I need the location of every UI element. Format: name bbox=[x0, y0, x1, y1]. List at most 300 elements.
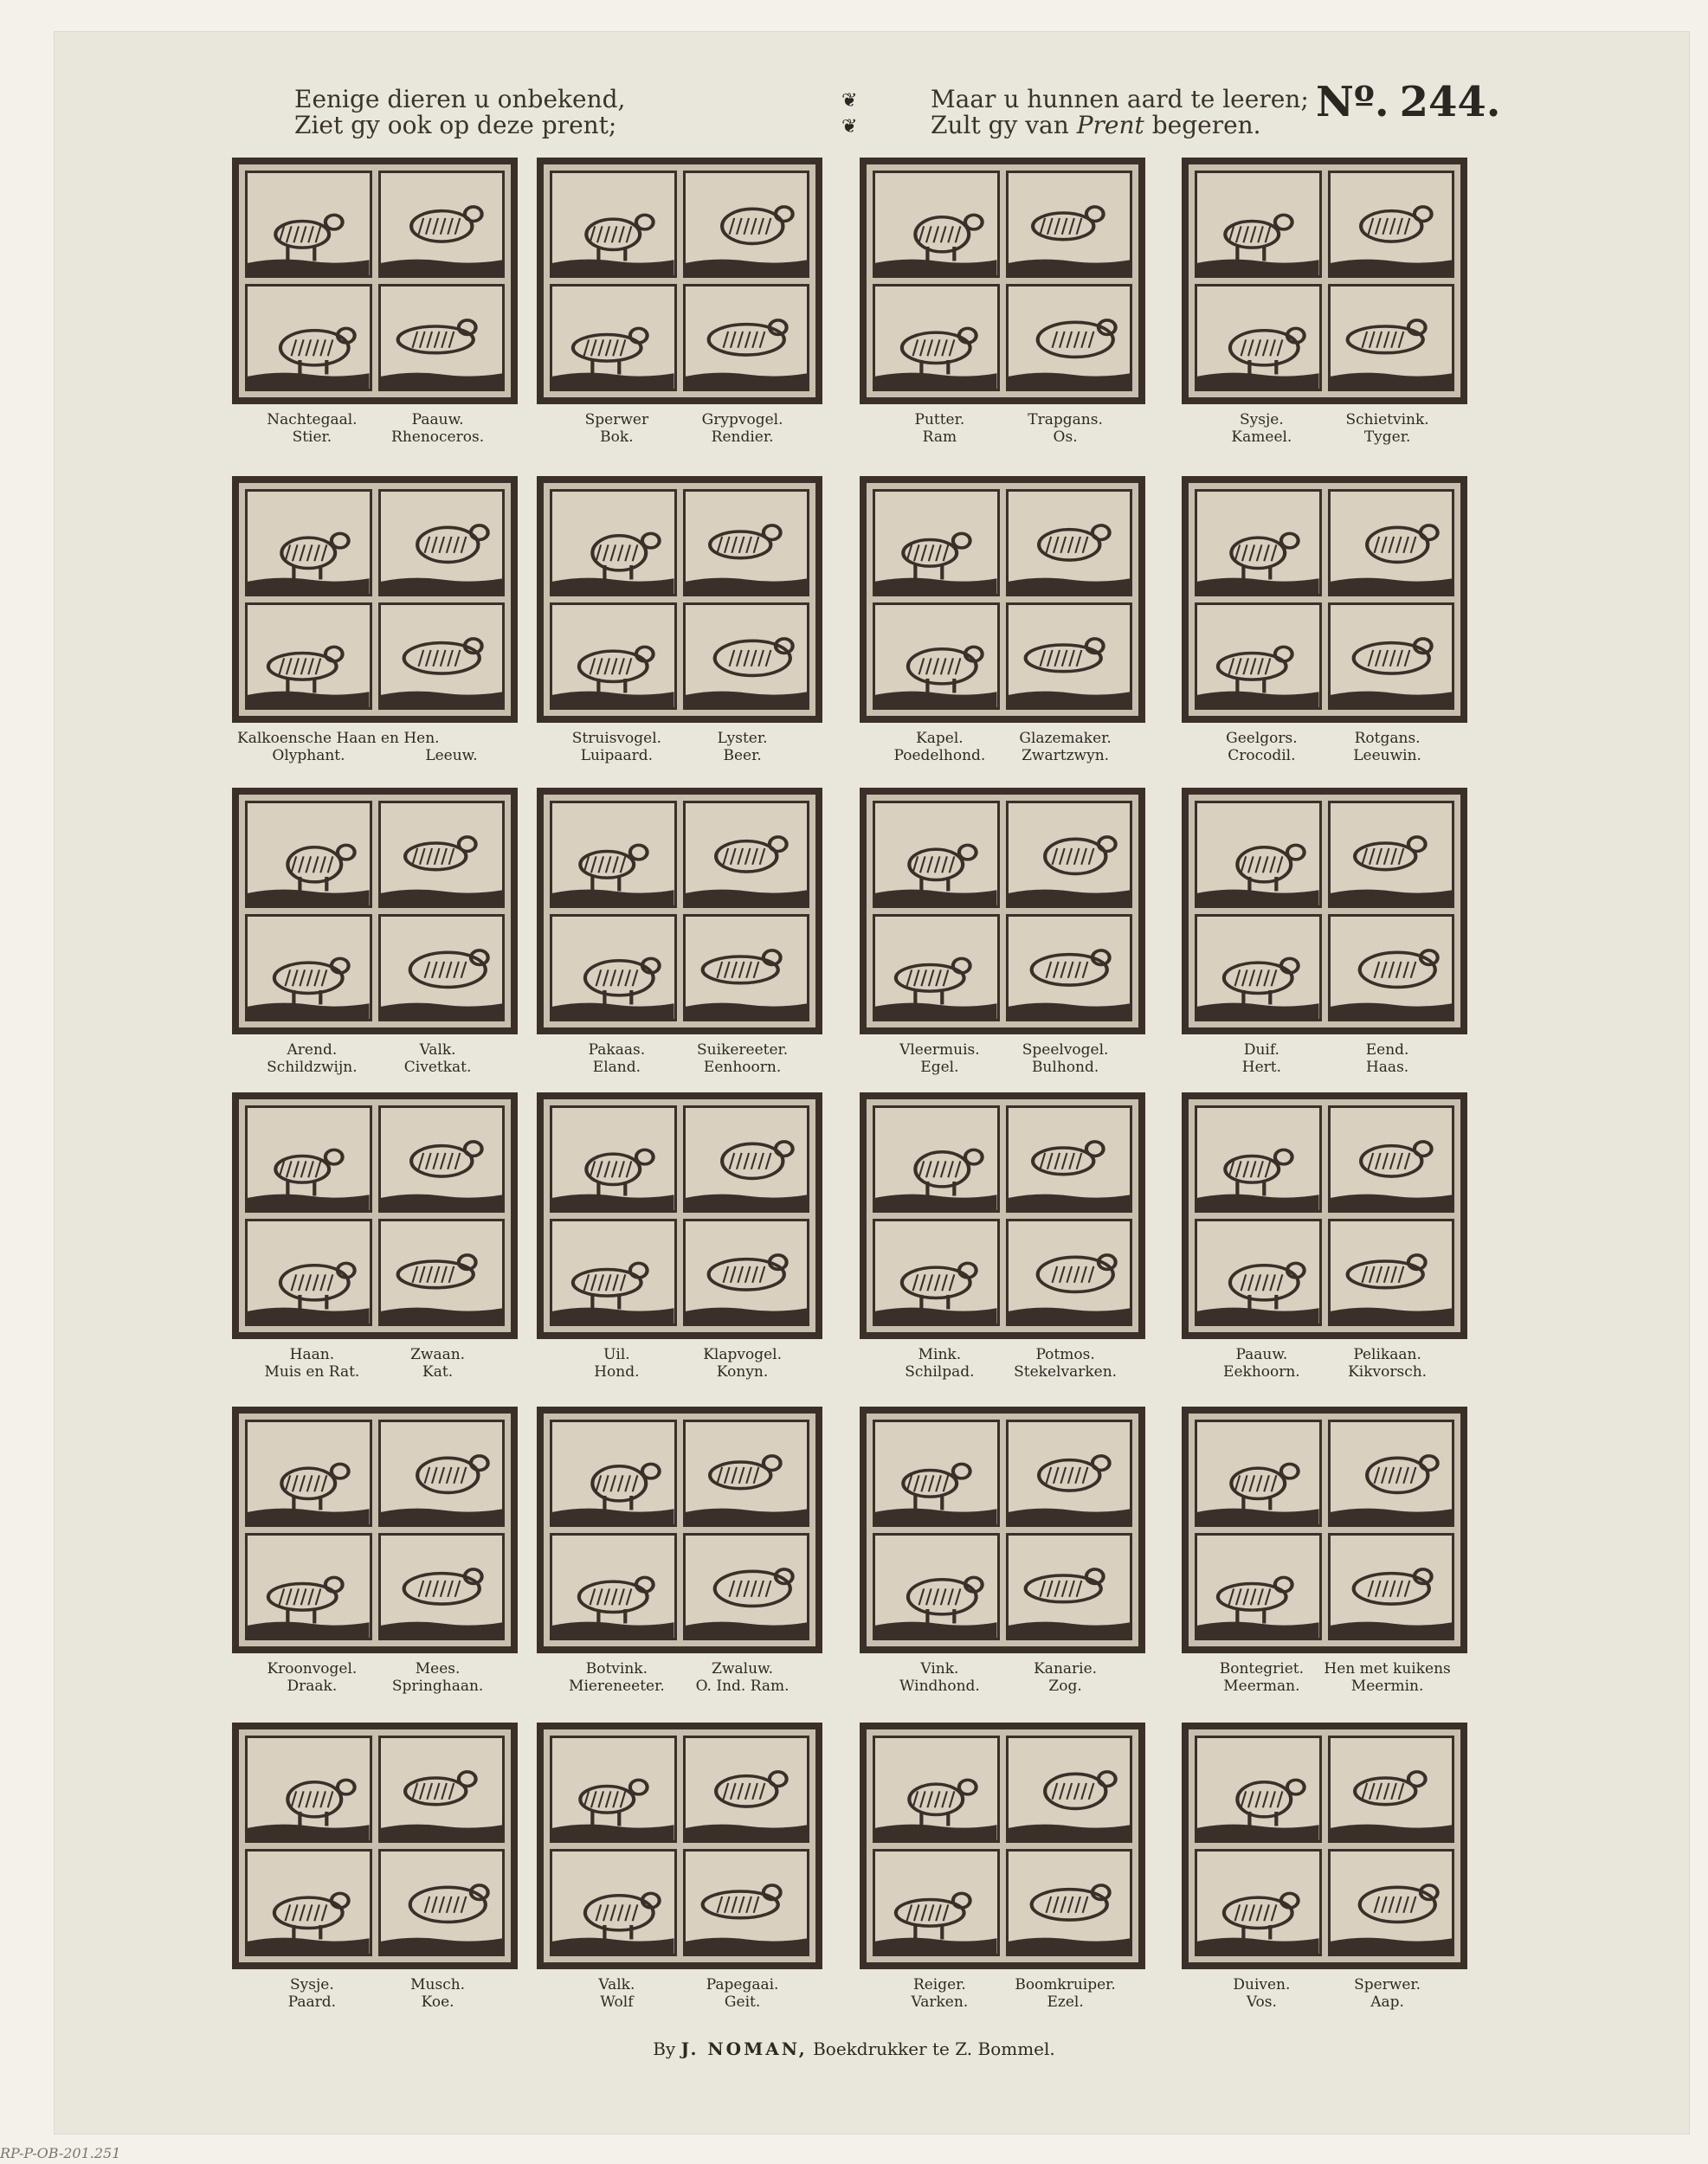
caption-top: Uil. bbox=[603, 1346, 630, 1363]
caption-bottom-row bbox=[232, 747, 518, 764]
caption bbox=[1318, 730, 1457, 764]
caption-bottom: O. Ind. Ram. bbox=[695, 1678, 790, 1695]
caption-top: Pelikaan. bbox=[1353, 1346, 1421, 1363]
woodcut-animal-icon bbox=[1197, 1221, 1319, 1324]
woodcut-animal-icon bbox=[686, 287, 808, 389]
woodcut-image bbox=[1195, 1420, 1322, 1527]
woodcut-block bbox=[1182, 158, 1467, 404]
woodcut-animal-icon bbox=[875, 1738, 997, 1840]
woodcut-image bbox=[683, 801, 810, 908]
caption-top: Sysje. bbox=[1240, 411, 1284, 428]
woodcut-animal-icon bbox=[1331, 287, 1453, 389]
caption-top: Putter. bbox=[914, 411, 965, 428]
caption-bottom: Civetkat. bbox=[403, 1059, 472, 1076]
woodcut-animal-icon bbox=[875, 492, 997, 594]
woodcut-image bbox=[683, 171, 810, 278]
woodcut-animal-icon bbox=[686, 1108, 808, 1210]
caption-bottom: Eland. bbox=[592, 1059, 641, 1076]
caption bbox=[870, 1346, 1009, 1381]
woodcut-animal-icon bbox=[1331, 605, 1453, 707]
verse-right-line-2 bbox=[931, 113, 1309, 138]
woodcut-animal-icon bbox=[686, 803, 808, 905]
woodcut-image bbox=[245, 1736, 372, 1843]
woodcut-image bbox=[683, 284, 810, 391]
caption-top: Kanarie. bbox=[1034, 1660, 1098, 1678]
caption-top: Speelvogel. bbox=[1022, 1041, 1109, 1059]
woodcut-block bbox=[232, 1723, 518, 1969]
woodcut-block bbox=[1182, 1723, 1467, 1969]
woodcut-block bbox=[232, 1407, 518, 1653]
woodcut-image bbox=[1328, 1849, 1455, 1956]
caption bbox=[369, 1346, 507, 1381]
woodcut-animal-icon bbox=[875, 287, 997, 389]
verse-right-line-1: Maar u hunnen aard te leeren; bbox=[931, 85, 1309, 113]
woodcut-image bbox=[1328, 284, 1455, 391]
caption bbox=[870, 411, 1009, 446]
caption bbox=[242, 1041, 381, 1076]
caption bbox=[870, 1660, 1009, 1695]
woodcut-image bbox=[1195, 602, 1322, 710]
woodcut-image bbox=[550, 1420, 677, 1527]
caption-top: Duiven. bbox=[1233, 1976, 1291, 1993]
woodcut-image bbox=[1328, 489, 1455, 596]
caption-bottom: Os. bbox=[1053, 428, 1078, 446]
caption-bottom: Meermin. bbox=[1350, 1678, 1424, 1695]
verse-right-line-2a: Zult gy van bbox=[931, 111, 1069, 139]
caption-bottom: Hond. bbox=[594, 1363, 640, 1381]
caption bbox=[242, 1346, 381, 1381]
woodcut-animal-icon bbox=[1331, 492, 1453, 594]
woodcut-image bbox=[245, 914, 372, 1021]
caption-bottom: Tyger. bbox=[1363, 428, 1411, 446]
woodcut-animal-icon bbox=[1331, 1108, 1453, 1210]
woodcut-animal-icon bbox=[1009, 173, 1131, 275]
woodcut-animal-icon bbox=[875, 173, 997, 275]
caption bbox=[369, 1660, 507, 1695]
caption bbox=[1192, 1660, 1331, 1695]
caption bbox=[547, 1976, 686, 2011]
caption bbox=[996, 1346, 1135, 1381]
woodcut-block bbox=[1182, 1092, 1467, 1339]
woodcut-image bbox=[1328, 1533, 1455, 1640]
woodcut-image bbox=[873, 171, 1000, 278]
woodcut-image bbox=[550, 1533, 677, 1640]
caption-top: Nachtegaal. bbox=[267, 411, 358, 428]
imprint-rest: Boekdrukker te Z. Bommel. bbox=[813, 2038, 1055, 2059]
print-number-prefix: Nº. bbox=[1316, 78, 1389, 126]
woodcut-block bbox=[860, 1723, 1145, 1969]
woodcut-animal-icon bbox=[248, 173, 370, 275]
caption-bottom: Schilpad. bbox=[905, 1363, 975, 1381]
woodcut-animal-icon bbox=[381, 173, 503, 275]
woodcut-animal-icon bbox=[1197, 917, 1319, 1019]
woodcut-animal-icon bbox=[875, 1852, 997, 1954]
caption bbox=[242, 1660, 381, 1695]
woodcut-animal-icon bbox=[552, 1852, 674, 1954]
woodcut-image bbox=[873, 801, 1000, 908]
woodcut-block bbox=[1182, 788, 1467, 1034]
woodcut-animal-icon bbox=[248, 492, 370, 594]
woodcut-image bbox=[1195, 1219, 1322, 1326]
woodcut-image bbox=[1006, 1105, 1133, 1213]
woodcut-image bbox=[1006, 1736, 1133, 1843]
woodcut-animal-icon bbox=[381, 605, 503, 707]
caption bbox=[1192, 730, 1331, 764]
caption-bottom: Meerman. bbox=[1223, 1678, 1300, 1695]
woodcut-image bbox=[873, 1736, 1000, 1843]
woodcut-animal-icon bbox=[381, 1852, 503, 1954]
woodcut-image bbox=[873, 1420, 1000, 1527]
woodcut-image bbox=[245, 1420, 372, 1527]
caption-bottom: Stier. bbox=[292, 428, 332, 446]
woodcut-image bbox=[683, 1105, 810, 1213]
caption bbox=[870, 1976, 1009, 2011]
woodcut-image bbox=[550, 1849, 677, 1956]
imprint-by: By bbox=[653, 2038, 676, 2059]
imprint-printer: J. NOMAN, bbox=[680, 2038, 808, 2059]
woodcut-image bbox=[378, 1105, 506, 1213]
woodcut-animal-icon bbox=[1197, 1852, 1319, 1954]
woodcut-block bbox=[860, 788, 1145, 1034]
woodcut-image bbox=[1195, 284, 1322, 391]
woodcut-image bbox=[1328, 801, 1455, 908]
caption-top: Schietvink. bbox=[1345, 411, 1429, 428]
caption-bottom: Draak. bbox=[287, 1678, 338, 1695]
woodcut-animal-icon bbox=[1331, 803, 1453, 905]
woodcut-image bbox=[1328, 1736, 1455, 1843]
print-number-value: 244. bbox=[1399, 78, 1501, 126]
woodcut-block bbox=[232, 476, 518, 723]
caption-bottom: Kikvorsch. bbox=[1348, 1363, 1428, 1381]
caption-bottom: Poedelhond. bbox=[893, 747, 986, 764]
caption bbox=[547, 1041, 686, 1076]
caption bbox=[1192, 1041, 1331, 1076]
woodcut-block bbox=[537, 788, 822, 1034]
woodcut-block bbox=[860, 1092, 1145, 1339]
caption-bottom: Leeuw. bbox=[425, 747, 478, 764]
caption-top: Zwaan. bbox=[410, 1346, 466, 1363]
caption-bottom: Eekhoorn. bbox=[1223, 1363, 1300, 1381]
woodcut-animal-icon bbox=[686, 1422, 808, 1524]
caption bbox=[547, 1660, 686, 1695]
caption-top: Sperwer bbox=[584, 411, 649, 428]
verse-right-line-2b: begeren. bbox=[1151, 111, 1261, 139]
woodcut-image bbox=[378, 914, 506, 1021]
caption-bottom: Crocodil. bbox=[1228, 747, 1296, 764]
caption-bottom: Rendier. bbox=[711, 428, 774, 446]
caption-top: Boomkruiper. bbox=[1015, 1976, 1116, 1993]
caption bbox=[674, 1660, 812, 1695]
woodcut-animal-icon bbox=[248, 1422, 370, 1524]
woodcut-image bbox=[378, 1849, 506, 1956]
woodcut-image bbox=[378, 171, 506, 278]
caption-bottom: Zwartzwyn. bbox=[1022, 747, 1110, 764]
caption-top: Sysje. bbox=[290, 1976, 334, 1993]
woodcut-animal-icon bbox=[381, 1108, 503, 1210]
woodcut-image bbox=[1328, 1420, 1455, 1527]
woodcut-image bbox=[873, 284, 1000, 391]
caption bbox=[996, 1041, 1135, 1076]
woodcut-animal-icon bbox=[1197, 492, 1319, 594]
caption bbox=[1192, 411, 1331, 446]
caption-top: Duif. bbox=[1243, 1041, 1279, 1059]
woodcut-animal-icon bbox=[552, 917, 674, 1019]
caption-top: Glazemaker. bbox=[1019, 730, 1112, 747]
caption-top: Pakaas. bbox=[588, 1041, 646, 1059]
woodcut-animal-icon bbox=[1197, 605, 1319, 707]
caption bbox=[996, 1976, 1135, 2011]
woodcut-animal-icon bbox=[552, 1221, 674, 1324]
caption bbox=[674, 1346, 812, 1381]
caption-top: Suikereeter. bbox=[696, 1041, 789, 1059]
woodcut-block bbox=[537, 158, 822, 404]
woodcut-animal-icon bbox=[875, 605, 997, 707]
woodcut-block bbox=[537, 476, 822, 723]
woodcut-image bbox=[550, 914, 677, 1021]
header-verse-left bbox=[294, 87, 625, 138]
caption-top: Rotgans. bbox=[1354, 730, 1421, 747]
caption bbox=[1192, 1346, 1331, 1381]
woodcut-block bbox=[537, 1092, 822, 1339]
woodcut-animal-icon bbox=[552, 1536, 674, 1638]
woodcut-image bbox=[245, 801, 372, 908]
caption-bottom: Zog. bbox=[1048, 1678, 1082, 1695]
caption-top: Arend. bbox=[287, 1041, 338, 1059]
caption bbox=[242, 1976, 381, 2011]
caption-top: Mees. bbox=[415, 1660, 461, 1678]
woodcut-image bbox=[1006, 801, 1133, 908]
caption-top: Sperwer. bbox=[1354, 1976, 1421, 1993]
caption-top: Geelgors. bbox=[1226, 730, 1298, 747]
woodcut-animal-icon bbox=[248, 1108, 370, 1210]
woodcut-animal-icon bbox=[1009, 1852, 1131, 1954]
caption-bottom: Leeuwin. bbox=[1353, 747, 1421, 764]
caption bbox=[1318, 1976, 1457, 2011]
woodcut-image bbox=[873, 914, 1000, 1021]
caption bbox=[1318, 1660, 1457, 1695]
woodcut-image bbox=[378, 489, 506, 596]
caption-top: Haan. bbox=[289, 1346, 335, 1363]
woodcut-image bbox=[1006, 602, 1133, 710]
caption bbox=[547, 1346, 686, 1381]
woodcut-image bbox=[378, 801, 506, 908]
woodcut-image bbox=[1195, 801, 1322, 908]
woodcut-image bbox=[245, 602, 372, 710]
verse-right-line-2-em: Prent bbox=[1076, 111, 1144, 139]
woodcut-animal-icon bbox=[552, 1738, 674, 1840]
woodcut-animal-icon bbox=[248, 1852, 370, 1954]
caption-top: Struisvogel. bbox=[571, 730, 662, 747]
woodcut-image bbox=[683, 602, 810, 710]
woodcut-animal-icon bbox=[686, 492, 808, 594]
woodcut-animal-icon bbox=[381, 1221, 503, 1324]
woodcut-animal-icon bbox=[875, 1536, 997, 1638]
caption-top: Kapel. bbox=[916, 730, 964, 747]
woodcut-animal-icon bbox=[1009, 605, 1131, 707]
woodcut-animal-icon bbox=[686, 917, 808, 1019]
woodcut-block bbox=[232, 1092, 518, 1339]
woodcut-animal-icon bbox=[686, 173, 808, 275]
woodcut-animal-icon bbox=[1197, 1422, 1319, 1524]
woodcut-image bbox=[873, 489, 1000, 596]
caption-top: Hen met kuikens bbox=[1324, 1660, 1451, 1678]
woodcut-image bbox=[1195, 1849, 1322, 1956]
caption-bottom: Geit. bbox=[724, 1993, 761, 2011]
woodcut-animal-icon bbox=[248, 917, 370, 1019]
woodcut-animal-icon bbox=[875, 1221, 997, 1324]
woodcut-animal-icon bbox=[1331, 1422, 1453, 1524]
woodcut-animal-icon bbox=[381, 492, 503, 594]
woodcut-image bbox=[683, 1849, 810, 1956]
caption-top: Kalkoensche Haan en Hen. bbox=[237, 730, 440, 747]
woodcut-image bbox=[683, 1736, 810, 1843]
woodcut-image bbox=[378, 1736, 506, 1843]
caption-bottom: Eenhoorn. bbox=[703, 1059, 782, 1076]
caption-bottom: Springhaan. bbox=[391, 1678, 484, 1695]
caption-bottom: Kameel. bbox=[1231, 428, 1292, 446]
woodcut-animal-icon bbox=[381, 803, 503, 905]
caption bbox=[369, 1041, 507, 1076]
woodcut-block bbox=[860, 158, 1145, 404]
woodcut-block bbox=[1182, 476, 1467, 723]
verse-left-line-2: Ziet gy ook op deze prent; bbox=[294, 111, 617, 139]
woodcut-animal-icon bbox=[1331, 917, 1453, 1019]
caption-top: Paauw. bbox=[1235, 1346, 1288, 1363]
woodcut-animal-icon bbox=[1009, 803, 1131, 905]
woodcut-image bbox=[1195, 489, 1322, 596]
caption bbox=[369, 411, 507, 446]
woodcut-image bbox=[1006, 1533, 1133, 1640]
woodcut-animal-icon bbox=[552, 287, 674, 389]
woodcut-animal-icon bbox=[875, 1422, 997, 1524]
caption bbox=[996, 1660, 1135, 1695]
woodcut-image bbox=[245, 1533, 372, 1640]
woodcut-animal-icon bbox=[381, 1422, 503, 1524]
caption-bottom: Bulhond. bbox=[1031, 1059, 1099, 1076]
caption-bottom: Schildzwijn. bbox=[267, 1059, 358, 1076]
caption-bottom: Luipaard. bbox=[580, 747, 654, 764]
caption-bottom: Muis en Rat. bbox=[264, 1363, 360, 1381]
caption-top: Mink. bbox=[918, 1346, 962, 1363]
woodcut-image bbox=[1006, 1420, 1133, 1527]
caption bbox=[996, 730, 1135, 764]
woodcut-image bbox=[245, 1849, 372, 1956]
woodcut-image bbox=[1006, 1219, 1133, 1326]
caption bbox=[1318, 1041, 1457, 1076]
caption bbox=[674, 730, 812, 764]
woodcut-image bbox=[1328, 1219, 1455, 1326]
woodcut-animal-icon bbox=[686, 605, 808, 707]
caption-bottom: Olyphant. bbox=[272, 747, 345, 764]
woodcut-animal-icon bbox=[875, 803, 997, 905]
caption-top: Eend. bbox=[1365, 1041, 1409, 1059]
caption bbox=[996, 411, 1135, 446]
caption-bottom: Koe. bbox=[421, 1993, 454, 2011]
woodcut-image bbox=[245, 171, 372, 278]
woodcut-image bbox=[683, 914, 810, 1021]
caption-bottom: Rhenoceros. bbox=[391, 428, 485, 446]
caption-top: Lyster. bbox=[717, 730, 768, 747]
woodcut-animal-icon bbox=[552, 1108, 674, 1210]
woodcut-animal-icon bbox=[381, 1738, 503, 1840]
woodcut-image bbox=[1328, 602, 1455, 710]
woodcut-image bbox=[1195, 914, 1322, 1021]
woodcut-animal-icon bbox=[1331, 173, 1453, 275]
woodcut-image bbox=[378, 602, 506, 710]
woodcut-animal-icon bbox=[1009, 1422, 1131, 1524]
woodcut-image bbox=[378, 284, 506, 391]
caption-top: Papegaai. bbox=[706, 1976, 779, 1993]
woodcut-animal-icon bbox=[686, 1536, 808, 1638]
imprint bbox=[0, 2038, 1708, 2059]
caption bbox=[547, 411, 686, 446]
woodcut-animal-icon bbox=[1009, 917, 1131, 1019]
caption-bottom: Aap. bbox=[1370, 1993, 1404, 2011]
woodcut-image bbox=[873, 1219, 1000, 1326]
woodcut-image bbox=[683, 1420, 810, 1527]
caption-bottom: Kat. bbox=[422, 1363, 454, 1381]
woodcut-animal-icon bbox=[686, 1852, 808, 1954]
woodcut-image bbox=[1006, 1849, 1133, 1956]
woodcut-animal-icon bbox=[248, 287, 370, 389]
caption-bottom: Wolf bbox=[600, 1993, 634, 2011]
woodcut-animal-icon bbox=[875, 1108, 997, 1210]
caption-bottom: Konyn. bbox=[716, 1363, 769, 1381]
caption-bottom: Hert. bbox=[1241, 1059, 1282, 1076]
woodcut-image bbox=[378, 1219, 506, 1326]
caption-top: Klapvogel. bbox=[703, 1346, 782, 1363]
woodcut-animal-icon bbox=[1197, 173, 1319, 275]
woodcut-animal-icon bbox=[875, 917, 997, 1019]
woodcut-image bbox=[550, 171, 677, 278]
woodcut-animal-icon bbox=[1331, 1852, 1453, 1954]
caption-bottom: Haas. bbox=[1365, 1059, 1409, 1076]
caption-bottom: Bok. bbox=[600, 428, 634, 446]
verse-left-line-1: Eenige dieren u onbekend, bbox=[294, 85, 626, 113]
woodcut-animal-icon bbox=[248, 1738, 370, 1840]
woodcut-image bbox=[550, 1105, 677, 1213]
woodcut-animal-icon bbox=[381, 1536, 503, 1638]
caption-bottom: Miereneeter. bbox=[569, 1678, 665, 1695]
woodcut-animal-icon bbox=[686, 1221, 808, 1324]
caption-top: Reiger. bbox=[912, 1976, 966, 1993]
woodcut-image bbox=[683, 1219, 810, 1326]
inventory-number: RP-P-OB-201.251 bbox=[0, 2145, 121, 2161]
caption-bottom: Beer. bbox=[723, 747, 762, 764]
woodcut-animal-icon bbox=[1331, 1536, 1453, 1638]
woodcut-image bbox=[1328, 171, 1455, 278]
caption-bottom: Egel. bbox=[920, 1059, 959, 1076]
caption-bottom: Stekelvarken. bbox=[1014, 1363, 1118, 1381]
woodcut-animal-icon bbox=[248, 803, 370, 905]
woodcut-animal-icon bbox=[1009, 492, 1131, 594]
woodcut-image bbox=[1195, 171, 1322, 278]
woodcut-animal-icon bbox=[1009, 1738, 1131, 1840]
woodcut-animal-icon bbox=[1197, 1738, 1319, 1840]
caption-top: Vink. bbox=[920, 1660, 959, 1678]
caption-top: Paauw. bbox=[411, 411, 464, 428]
caption bbox=[369, 1976, 507, 2011]
woodcut-image bbox=[378, 1420, 506, 1527]
caption-bottom: Ezel. bbox=[1047, 1993, 1084, 2011]
woodcut-animal-icon bbox=[1009, 1536, 1131, 1638]
woodcut-image bbox=[550, 1219, 677, 1326]
caption-top: Trapgans. bbox=[1028, 411, 1103, 428]
woodcut-image bbox=[873, 602, 1000, 710]
woodcut-animal-icon bbox=[1009, 1108, 1131, 1210]
woodcut-animal-icon bbox=[552, 492, 674, 594]
woodcut-image bbox=[550, 801, 677, 908]
